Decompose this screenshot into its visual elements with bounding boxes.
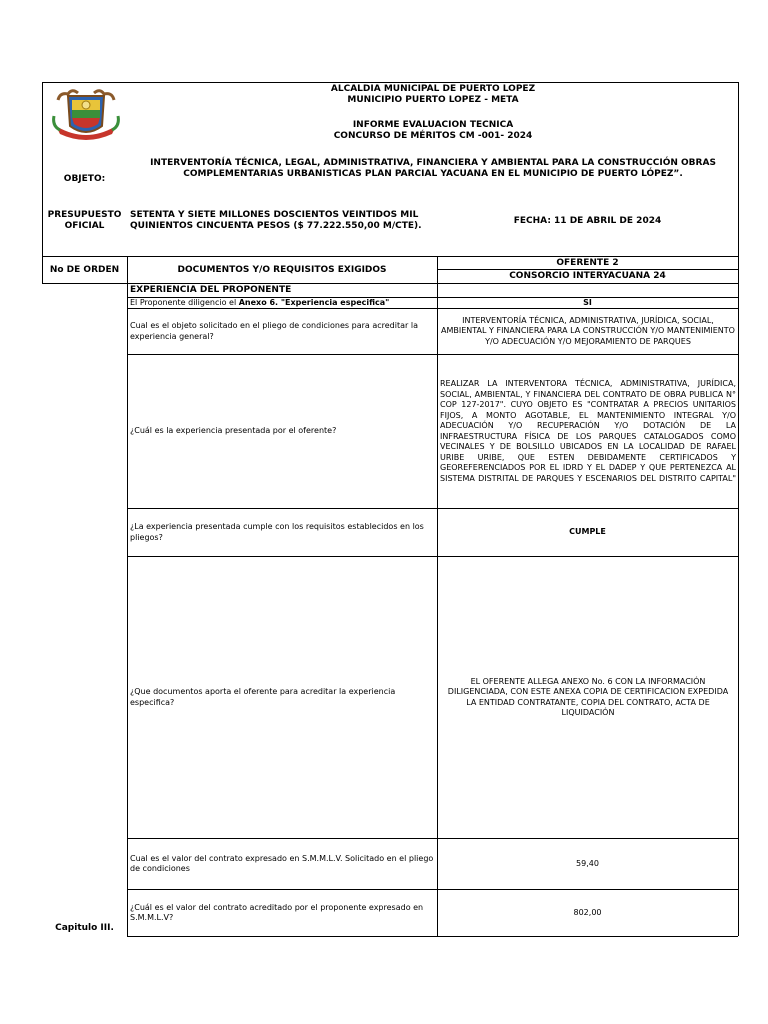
question-valor-acreditado: ¿Cuál es el valor del contrato acreditado por el proponente expresado en S.M.M.L.V?	[130, 902, 424, 922]
question-experiencia-presentada: ¿Cuál es la experiencia presentada por el oferente?	[130, 426, 337, 436]
answer-cumple: CUMPLE	[569, 527, 606, 537]
presupuesto-value-line-1: SETENTA Y SIETE MILLONES DOSCIENTOS VEINTIDOS MIL	[130, 210, 419, 220]
anexo-prefix: El Proponente diligencio el	[130, 297, 239, 307]
presupuesto-label-line-1: PRESUPUESTO	[47, 210, 122, 220]
col-header-orden: No DE ORDEN	[49, 264, 120, 275]
fecha: FECHA: 11 DE ABRIL DE 2024	[513, 216, 662, 226]
municipal-coat-of-arms-logo	[50, 86, 122, 142]
question-objeto-solicitado: Cual es el objeto solicitado en el pliego de condiciones para acreditar la experiencia general?	[130, 321, 418, 341]
question-cumple-requisitos: ¿La experiencia presentada cumple con los requisitos establecidos en los pliegos?	[130, 522, 424, 542]
presupuesto-label-line-2: OFICIAL	[64, 221, 105, 231]
answer-documentos-aportados: EL OFERENTE ALLEGA ANEXO No. 6 CON LA INFORMACIÓN DILIGENCIADA, CON ESTE ANEXA COPIA DE CERTIFICACION EXPEDIDA LA ENTIDAD CONTRATANTE, COPIA DEL CONTRATO, ACTA DE LIQUIDACIÓN	[447, 676, 729, 717]
section-title: EXPERIENCIA DEL PROPONENTE	[130, 285, 292, 295]
anexo-row-label	[130, 298, 435, 308]
objeto-line-1: INTERVENTORÍA TÉCNICA, LEGAL, ADMINISTRATIVA, FINANCIERA Y AMBIENTAL PARA LA CONSTRUCCIÓN OBRAS	[150, 158, 716, 168]
answer-objeto-solicitado: INTERVENTORÍA TÉCNICA, ADMINISTRATIVA, JURÍDICA, SOCIAL, AMBIENTAL Y FINANCIERA PARA LA CONSTRUCCIÓN Y/O MANTENIMIENTO Y/O ADECUACIÓN Y/O MEJORAMIENTO DE PARQUES	[441, 315, 735, 346]
col-header-oferente: OFERENTE 2	[556, 257, 619, 268]
presupuesto-value-line-2: QUINIENTOS CINCUENTA PESOS ($ 77.222.550,00 M/CTE).	[130, 221, 422, 231]
anexo-answer: SI	[583, 297, 592, 307]
anexo-bold: Anexo 6. "Experiencia especifica"	[238, 297, 390, 307]
answer-experiencia-presentada	[440, 355, 736, 508]
question-valor-solicitado: Cual es el valor del contrato expresado en S.M.M.L.V. Solicitado en el pliego de condiciones	[130, 853, 434, 873]
header-municipality	[130, 84, 736, 106]
answer-valor-solicitado: 59,40	[576, 858, 599, 868]
presupuesto-value	[130, 210, 430, 232]
answer-valor-acreditado: 802,00	[573, 907, 602, 917]
objeto-label: OBJETO:	[63, 174, 106, 184]
question-documentos-aportados: ¿Que documentos aporta el oferente para acreditar la experiencia especifica?	[130, 687, 396, 707]
header-report	[130, 120, 736, 142]
presupuesto-label	[42, 210, 127, 232]
header-line-informe: INFORME EVALUACION TECNICA	[352, 120, 514, 130]
header-line-alcaldia: ALCALDIA MUNICIPAL DE PUERTO LOPEZ	[330, 84, 536, 94]
answer-experiencia-text: REALIZAR LA INTERVENTORA TÉCNICA, ADMINISTRATIVA, JURÍDICA, SOCIAL, AMBIENTAL, Y FINANCIERA DEL CONTRATO DE OBRA PUBLICA N° COP 127-2017". CUYO OBJETO ES "CONTRATAR A PRECIOS UNITARIOS FIJOS, A MONTO AGOTABLE, EL MANTENIMIENTO INTEGRAL Y/O ADECUACIÓN Y/O RECUPERACIÓN Y/O DOTACIÓN DE LA INFRAESTRUCTURA FÍSICA DE LOS PARQUES CATALOGADOS COMO VECINALES Y DE BOLSILLO UBICADOS EN LA LOCALIDAD DE RAFAEL URIBE URIBE, QUE ESTEN DEBIDAMENTE CERTIFICADOS Y GEOREFERENCIADOS POR EL IDRD Y EL DADEP Y QUE PERTENEZCA AL SISTEMA DISTRITAL DE PARQUES Y ESCENARIOS DEL DISTRITO CAPITAL"	[440, 379, 736, 483]
header-line-concurso: CONCURSO DE MÉRITOS CM -001- 2024	[333, 131, 533, 141]
col-header-documentos: DOCUMENTOS Y/O REQUISITOS EXIGIDOS	[177, 264, 387, 275]
col-header-consorcio: CONSORCIO INTERYACUANA 24	[509, 271, 666, 281]
objeto-text	[130, 158, 736, 180]
header-line-municipio: MUNICIPIO PUERTO LOPEZ - META	[347, 95, 519, 105]
capitulo-label: Capitulo III.	[55, 923, 114, 933]
objeto-line-2: COMPLEMENTARIAS URBANISTICAS PLAN PARCIAL YACUANA EN EL MUNICIPIO DE PUERTO LÓPEZ”.	[183, 169, 683, 179]
